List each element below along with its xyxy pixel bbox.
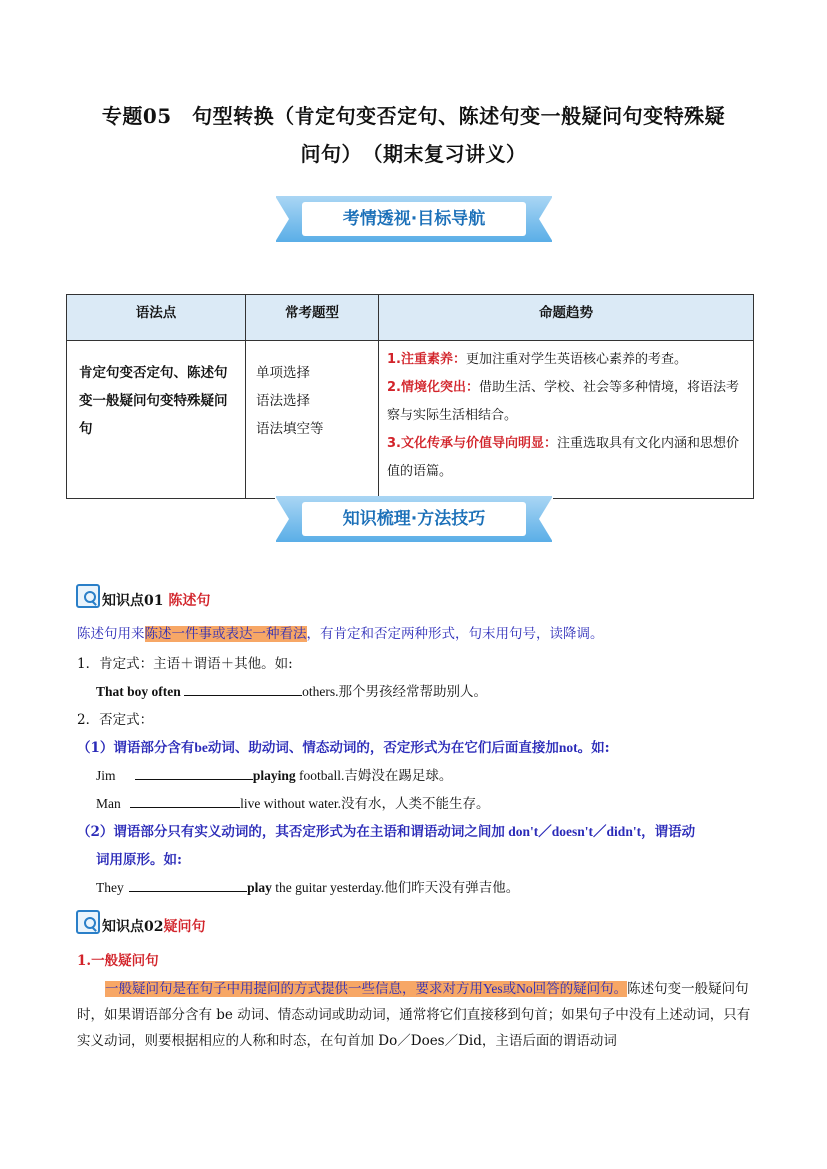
kp1-example-2: Man live without water.没有水，人类不能生存。: [96, 796, 490, 812]
table-header-grammar-point: 语法点: [67, 295, 246, 341]
table-header-trends: 命题趋势: [379, 295, 754, 341]
answer-blank: [130, 794, 240, 808]
title-line-1: 专题05 句型转换（肯定句变否定句、陈述句变一般疑问句变特殊疑: [101, 104, 726, 128]
question-type-item: 单项选择: [256, 365, 310, 381]
kp1-rule-2-continued: 词用原形。如:: [96, 852, 182, 868]
magnifier-icon: [76, 910, 100, 934]
banner-exam-overview-label: 考情透视·目标导航: [302, 202, 526, 236]
trend-item: [387, 430, 741, 486]
answer-blank: [129, 878, 247, 892]
banner-knowledge-methods: [276, 496, 552, 542]
trend-label: 1.注重素养：: [387, 352, 466, 367]
banner-knowledge-methods-label: 知识梳理·方法技巧: [302, 502, 526, 536]
answer-blank: [184, 682, 302, 696]
question-types-cell: [246, 341, 379, 499]
trends-cell: [379, 341, 754, 499]
question-type-item: 语法填空等: [256, 421, 324, 437]
trend-text: 注重选取具有文化内涵和思想价值的语篇。: [387, 436, 739, 479]
kp1-rule-2: （2）谓语部分只有实义动词的，其否定形式为在主语和谓语动词之间加 don't／doesn't／didn't，谓语动: [77, 824, 696, 840]
trend-item: [387, 346, 741, 374]
trend-item: [387, 374, 741, 430]
overview-table: [66, 294, 754, 499]
kp1-rule-1: （1）谓语部分含有be动词、助动词、情态动词的，否定形式为在它们后面直接加not。如:: [77, 740, 610, 756]
kp2-paragraph: 一般疑问句是在句子中用提问的方式提供一些信息，要求对方用Yes或No回答的疑问句。陈述句变一般疑问句时，如果谓语部分含有 be 动词、情态动词或助动词，通常将它们直接移到句首；如果句子中没有上述动词，只有实义动词，则要根据相应的人称和时态，在句首加 Do／Does／Did，主语后面的谓语动词: [77, 981, 751, 1049]
table-row: [67, 341, 754, 499]
answer-blank: [135, 766, 253, 780]
kp2-definition: 一般疑问句是在句子中用提问的方式提供一些信息，要求对方用Yes或No回答的疑问句。: [105, 981, 628, 997]
kp1-example-3: They play the guitar yesterday.他们昨天没有弹吉他。: [96, 880, 520, 896]
trend-label: 2.情境化突出：: [387, 380, 479, 395]
magnifier-icon: [76, 584, 100, 608]
kp1-example-1: Jim playing football.吉姆没在踢足球。: [96, 768, 453, 784]
banner-exam-overview: [276, 196, 552, 242]
title-line-2: 问句） （期末复习讲义）: [300, 142, 527, 166]
kp1-affirm-example: That boy often others.那个男孩经常帮助别人。: [96, 684, 488, 700]
trend-text: 借助生活、学校、社会等多种情境，将语法考察与实际生活相结合。: [387, 380, 739, 423]
kp2-subtitle: 1.一般疑问句: [77, 953, 159, 969]
page-title: [60, 97, 767, 173]
kp1-intro: 陈述句用来陈述一件事或表达一种看法，有肯定和否定两种形式，句末用句号，读降调。: [77, 626, 604, 642]
kp2-name: 疑问句: [163, 919, 206, 935]
table-header-question-types: 常考题型: [246, 295, 379, 341]
trend-text: 更加注重对学生英语核心素养的考查。: [465, 352, 687, 367]
kp1-name: 陈述句: [168, 593, 211, 609]
kp1-affirm-title: 1．肯定式：主语＋谓语＋其他。如:: [77, 656, 293, 672]
kp2-label: 知识点02: [102, 919, 164, 935]
kp1-neg-title: 2．否定式：: [77, 712, 154, 728]
question-type-item: 语法选择: [256, 393, 310, 409]
trend-label: 3.文化传承与价值导向明显：: [387, 436, 557, 451]
table-header-row: [67, 295, 754, 341]
grammar-point-cell: 肯定句变否定句、陈述句变一般疑问句变特殊疑问句: [67, 341, 246, 499]
kp1-intro-highlight: 陈述一件事或表达一种看法: [144, 626, 307, 642]
kp1-label: 知识点01: [102, 593, 164, 609]
